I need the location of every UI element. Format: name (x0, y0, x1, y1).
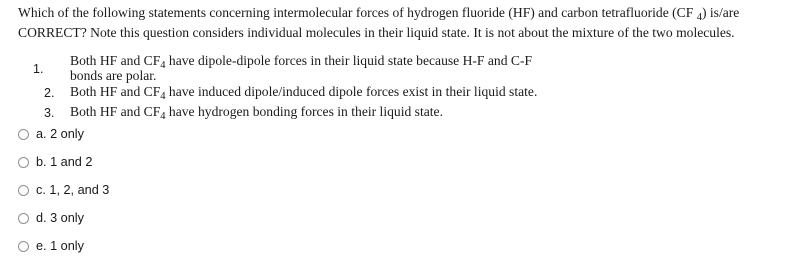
option-a[interactable] (18, 124, 84, 144)
question-line-2: CORRECT? Note this question considers individual molecules in their liquid state. It is not about the mixture of the two molecules. (18, 24, 735, 40)
option-d[interactable] (18, 208, 84, 228)
option-c-label[interactable]: c. 1, 2, and 3 (36, 183, 110, 197)
question-line-1: Which of the following statements concerning intermolecular forces of hydrogen fluoride (HF) and carbon tetrafluoride (CF $_4$) is/are (18, 5, 740, 23)
option-e[interactable] (18, 236, 84, 256)
statement-3-number: 3. (44, 106, 55, 120)
option-a-label[interactable]: a. 2 only (36, 127, 84, 141)
option-b[interactable] (18, 152, 92, 172)
radio-button[interactable] (18, 157, 29, 168)
question-text (18, 3, 778, 42)
radio-button[interactable] (18, 185, 29, 196)
statement-2-number: 2. (44, 86, 55, 100)
statement-1-number: 1. (33, 62, 44, 76)
statement-1: Both HF and $CF_4$ have dipole-dipole forces in their liquid state because H-F and C-F bonds are polar. (70, 53, 533, 83)
option-e-label[interactable]: e. 1 only (36, 239, 84, 253)
option-b-label[interactable]: b. 1 and 2 (36, 155, 93, 169)
option-d-label[interactable]: d. 3 only (36, 211, 84, 225)
option-c[interactable] (18, 180, 109, 200)
radio-button[interactable] (18, 213, 29, 224)
statement-2: Both HF and $CF_4$ have induced dipole/induced dipole forces exist in their liquid state. (70, 84, 538, 102)
radio-button[interactable] (18, 129, 29, 140)
statement-3: Both HF and $CF_4$ have hydrogen bonding forces in their liquid state. (70, 104, 443, 122)
radio-button[interactable] (18, 241, 29, 252)
